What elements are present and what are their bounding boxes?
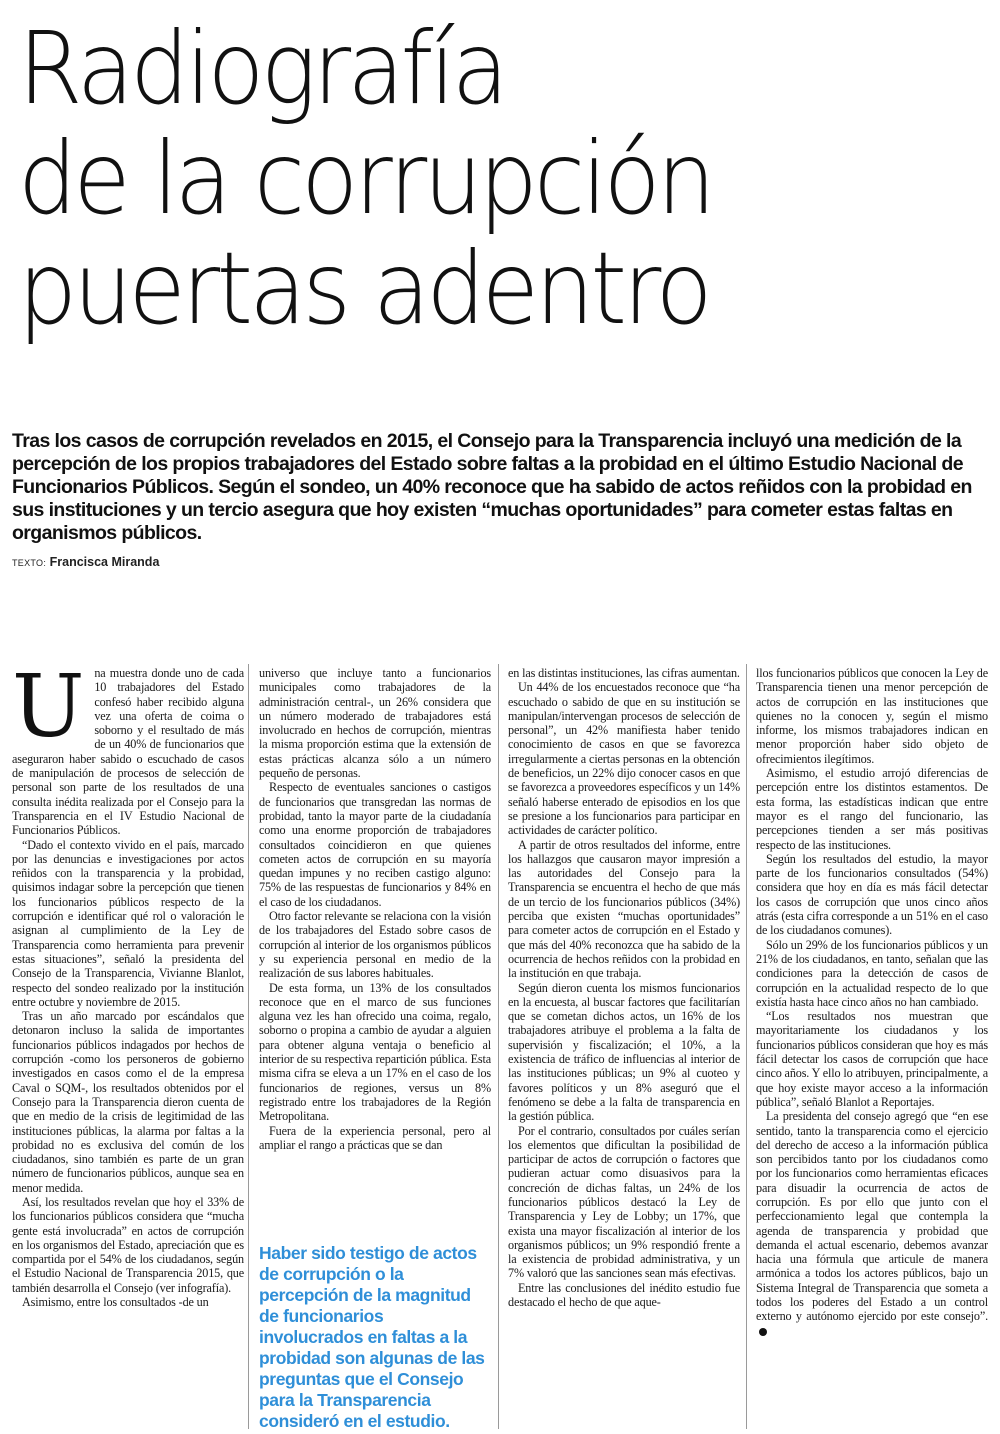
article-column-1 xyxy=(12,666,244,1426)
paragraph: Un 44% de los encuestados reconoce que “ha escuchado o sabido de que en su institución se manipulan/intervengan procesos de selección de personal”, un 42% manifiesta haber tenido conocimiento de casos en que se favorezca irregularmente a ciertas personas en la obtención de beneficios, un 22% dijo conocer casos en que se favorezca a proveedores específicos y un 14% señaló haberse enterado de episodios en los que se presione a los funcionarios para participar en actividades de carácter político. xyxy=(508,680,740,838)
paragraph: Por el contrario, consultados por cuáles serían los elementos que dificultan la posibilidad de participar de actos de corrupción o factores que pudieran actuar como disuasivos para la concreción de dichas faltas, un 24% de los funcionarios públicos destacó la Ley de Transparencia y Ley de Lobby; un 17%, que exista una mayor fiscalización al interior de los organismos públicos; un 9% respondió frente a la existencia de probidad administrativa, y un 7% valoró que las sanciones sean más efectivas. xyxy=(508,1123,740,1281)
paragraph: Así, los resultados revelan que hoy el 33% de los funcionarios públicos considera que “mucha gente está involucrada” en actos de corrupción en los organismos del Estado, apreciación que es compartida por el 54% de los ciudadanos, según el Estudio Nacional de Transparencia 2015, que también desarrolla el Consejo (ver infografía). xyxy=(12,1194,244,1295)
paragraph: A partir de otros resultados del informe, entre los hallazgos que causaron mayor impresión a las autoridades del Consejo para la Transparencia se encuentra el hecho de que más de un tercio de los funcionarios públicos (34%) perciba que existen “muchas oportunidades” para cometer actos de corrupción en el Estado y que más del 40% reconozca que ha sabido de la ocurrencia de hechos reñidos con la probidad en la institución en que trabaja. xyxy=(508,837,740,981)
paragraph: na muestra donde uno de cada 10 trabajadores del Estado confesó haber recibido alguna vez una oferta de coima o soborno y el resultado de más de un 40% de funcionarios que aseguraron haber sabido o escuchado de casos de manipulación de procesos de selección de personal son parte de los resultados de una consulta inédita realizada por el Consejo para la Transparencia en el IV Estudio Nacional de Funcionarios Públicos. xyxy=(12,666,244,838)
drop-cap: U xyxy=(12,666,85,757)
lead-paragraph: Tras los casos de corrupción revelados en 2015, el Consejo para la Transparencia incluyó una medición de la percepción de los propios trabajadores del Estado sobre faltas a la probidad en el último Estudio Nacional de Funcionarios Públicos. Según el sondeo, un 40% reconoce que ha sabido de actos reñidos con la probidad en sus instituciones y un tercio asegura que hoy existen “muchas oportunidades” para cometer estas faltas en organismos públicos. xyxy=(12,430,972,544)
paragraph: Según los resultados del estudio, la mayor parte de los funcionarios consultados (54%) considera que hoy en día es más fácil detectar los casos de corrupción que unos cinco años atrás (esta cifra corresponde a un 51% en el caso de los ciudadanos comunes). xyxy=(756,851,988,938)
headline-line-1: Radiografía xyxy=(18,10,506,127)
paragraph: Fuera de la experiencia personal, pero al ampliar el rango a prácticas que se dan xyxy=(259,1123,491,1152)
byline-label: TEXTO: xyxy=(12,558,47,568)
pull-quote: Haber sido testigo de actos de corrupción o la percepción de la magnitud de funcionarios involucrados en faltas a la probidad son algunas de las preguntas que el Consejo para la Transparencia consideró en el estudio. xyxy=(259,1243,485,1431)
headline-line-3: puertas adentro xyxy=(18,230,709,347)
headline-line-2: de la corrupción xyxy=(18,120,712,237)
paragraph xyxy=(756,1109,988,1338)
column-divider xyxy=(498,664,499,1429)
article-column-3 xyxy=(508,666,740,1426)
column-divider xyxy=(248,664,249,1429)
paragraph: Entre las conclusiones del inédito estudio fue destacado el hecho de que aque- xyxy=(508,1280,740,1310)
paragraph: Otro factor relevante se relaciona con la visión de los trabajadores del Estado sobre casos de corrupción al interior de los organismos públicos y su experiencia personal en medio de la realización de sus labores habituales. xyxy=(259,909,491,981)
paragraph-text: La presidenta del consejo agregó que “en ese sentido, tanto la transparencia como el ejercicio del derecho de acceso a la información pública son percibidos tanto por los ciudadanos como por los funcionarios como herramientas eficaces para disuadir la ocurrencia de actos de corrupción. Es por ello que junto con el perfeccionamiento legal que contempla la agenda de transparencia y probidad que demanda el actual escenario, debemos avanzar hacia una fórmula que articule de manera armónica a todos los actores públicos, bajo un Sistema Integral de Transparencia que someta a todos los poderes del Estado a un control externo y autónomo ejercido por este consejo”. xyxy=(756,1109,988,1324)
paragraph: De esta forma, un 13% de los consultados reconoce que en el marco de sus funciones alguna vez les han ofrecido una coima, regalo, soborno o propina a cambio de ayudar a alguien para obtener alguna ventaja o beneficio al interior de su respectiva repartición pública. Esta misma cifra se eleva a un 17% en el caso de los funcionarios de regiones, versus un 8% registrado entre los trabajadores de la Región Metropolitana. xyxy=(259,980,491,1124)
paragraph: llos funcionarios públicos que conocen la Ley de Transparencia tienen una menor percepción de actos de corrupción en las instituciones que quienes no la conocen y, según el mismo informe, los mismos trabajadores indican en menor proporción haber sido objeto de ofrecimientos ilegítimos. xyxy=(756,666,988,766)
byline-author: Francisca Miranda xyxy=(49,555,160,569)
byline xyxy=(12,555,159,569)
paragraph: Tras un año marcado por escándalos que detonaron incluso la salida de importantes funcionarios públicos indagados por hechos de corrupción -como los personeros de gobierno investigados en casos como el de la empresa Caval o SQM-, los resultados obtenidos por el Consejo para la Transparencia dieron cuenta de que en medio de la crisis de legitimidad de las instituciones públicas, la alarma por faltas a la probidad no es exclusiva del común de los ciudadanos, sino también es parte de un gran número de funcionarios públicos, aunque sea en menor medida. xyxy=(12,1009,244,1195)
column-divider xyxy=(746,664,747,1429)
article-column-2 xyxy=(259,666,491,1226)
end-of-article-icon xyxy=(759,1328,767,1336)
paragraph: “Dado el contexto vivido en el país, marcado por las denuncias e investigaciones por actos reñidos con la transparencia y la probidad, quisimos indagar sobre la percepción que tienen los funcionarios públicos respecto de la corrupción e identificar qué rol o valoración le asignan al cumplimiento de la Ley de Transparencia como herramienta para prevenir estas situaciones”, señaló la presidenta del Consejo de la Transparencia, Vivianne Blanlot, respecto del sondeo realizado por la institución entre octubre y noviembre de 2015. xyxy=(12,837,244,1009)
paragraph: universo que incluye tanto a funcionarios municipales como trabajadores de la administración central-, un 26% considera que un número moderado de trabajadores está involucrado en hechos de corrupción, mientras la misma proporción estima que la extensión de estas prácticas alcanza sólo a un número pequeño de personas. xyxy=(259,666,491,781)
paragraph: “Los resultados nos muestran que mayoritariamente los ciudadanos y los funcionarios públicos consideran que hoy es más fácil detectar los casos de corrupción que hace cinco años. Y ello lo atribuyen, principalmente, a que hoy existe mayor acceso a la información pública”, señaló Blanlot a Reportajes. xyxy=(756,1009,988,1109)
paragraph: Sólo un 29% de los funcionarios públicos y un 21% de los ciudadanos, en tanto, señalan que las condiciones para la detección de casos de corrupción en la actualidad respecto de lo que existía hasta hace cinco años no han cambiado. xyxy=(756,937,988,1009)
paragraph: Respecto de eventuales sanciones o castigos de funcionarios que transgredan las normas de probidad, tanto la mayor parte de la ciudadanía como una enorme proporción de trabajadores consultados coincidieron en que quienes cometen actos de corrupción en su mayoría quedan impunes y no reciben castigo alguno: 75% de las respuestas de funcionarios y 84% en el caso de los ciudadanos. xyxy=(259,780,491,909)
paragraph: en las distintas instituciones, las cifras aumentan. xyxy=(508,666,740,680)
paragraph: Asimismo, el estudio arrojó diferencias de percepción entre los distintos estamentos. De esta forma, las estadísticas indican que entre mayor es el rango del funcionario, las percepciones tienden a ser más positivas respecto de las instituciones. xyxy=(756,766,988,852)
article-column-4 xyxy=(756,666,988,1426)
headline xyxy=(18,10,920,347)
paragraph: Asimismo, entre los consultados -de un xyxy=(22,1295,209,1310)
paragraph: Según dieron cuenta los mismos funcionarios en la encuesta, al buscar factores que facilitarían que se cometan dichos actos, un 16% de los trabajadores atribuye el problema a la falta de supervisión y fiscalización; el 10%, a la existencia de tráfico de influencias al interior de las instituciones públicas; un 9% al cuoteo y favores políticos y un 8% aseguró que el fenómeno se debe a la falta de transparencia en la gestión pública. xyxy=(508,980,740,1124)
